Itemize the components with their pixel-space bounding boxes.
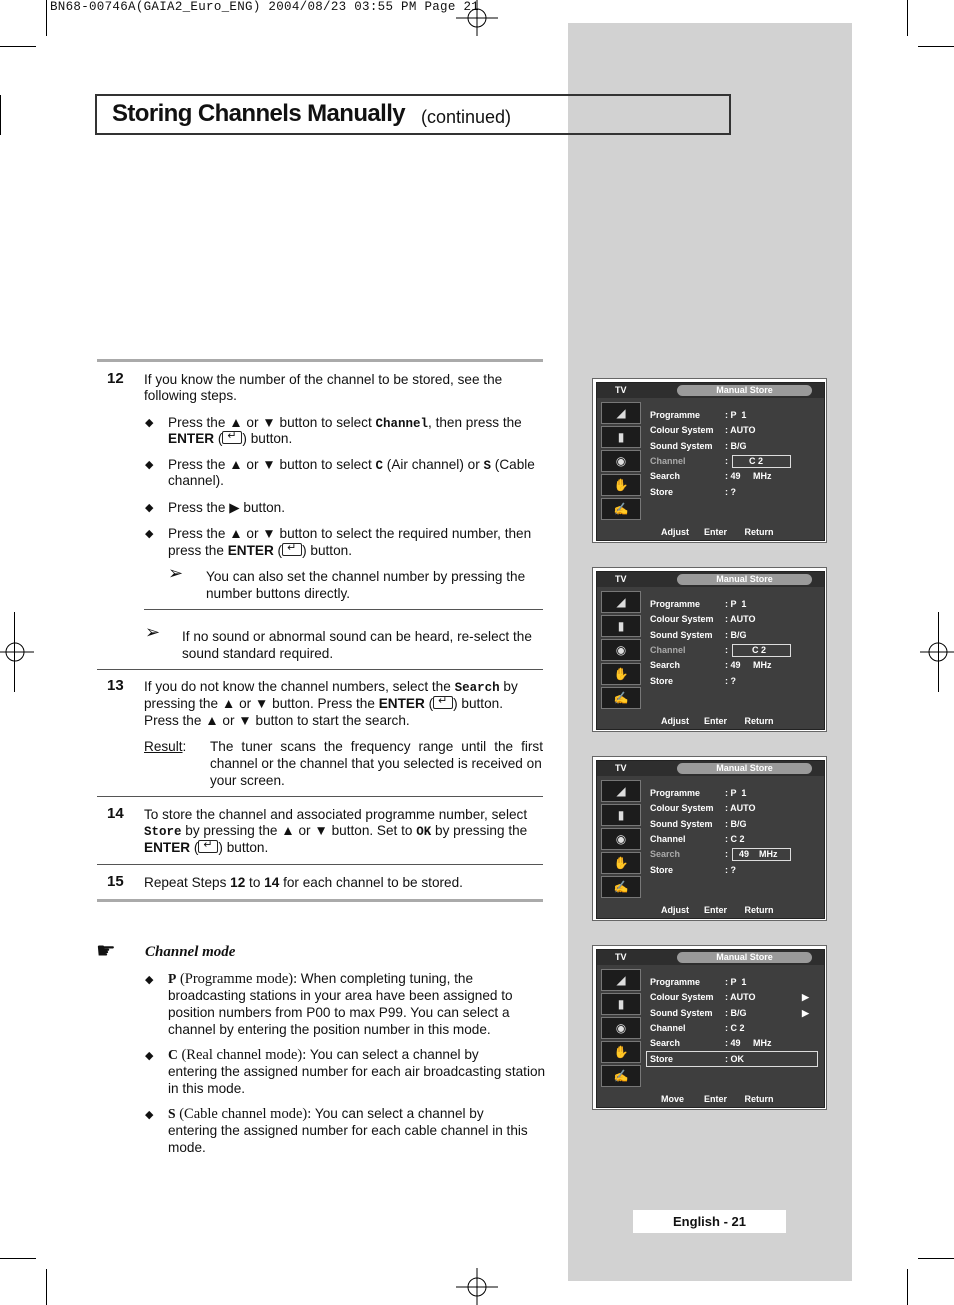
bullet-text: ENTER (↵ ) button.: [168, 430, 292, 447]
osd-value: : C 2: [725, 834, 745, 844]
osd-label: Search: [650, 660, 681, 670]
page-title-continued: (continued): [421, 107, 512, 127]
crop-mark: [918, 46, 954, 47]
osd-tv-label: TV: [615, 574, 627, 584]
osd-value: : AUTO: [725, 425, 756, 435]
step-text: Press the ▲ or ▼ button to start the search.: [144, 713, 410, 728]
osd-value: : P 1: [725, 788, 747, 798]
bullet-text: S (Cable channel mode): You can select a channel by: [168, 1106, 484, 1122]
step-text: pressing the ▲ or ▼ button. Press the ENTER (↵ ) button.: [144, 695, 503, 712]
osd-label: Sound System: [650, 441, 713, 451]
step-text: Repeat Steps 12 to 14 for each channel to be stored.: [144, 875, 463, 890]
osd-label: Colour System: [650, 803, 714, 813]
osd-value: : AUTO: [725, 614, 756, 624]
bullet-icon: ◆: [145, 1050, 154, 1062]
bullet-text: channel by entering the position number in this mode.: [168, 1022, 491, 1037]
channel-icon: ◉: [601, 639, 641, 661]
divider: [97, 669, 543, 670]
bullet-icon: ◆: [145, 1109, 154, 1121]
osd-value: : 49 MHz: [725, 471, 772, 481]
osd-label: Programme: [650, 410, 701, 420]
osd-menu-icons: [599, 778, 643, 911]
osd-tv-label: TV: [615, 385, 627, 395]
print-header: BN68-00746A(GAIA2_Euro_ENG) 2004/08/23 03:55 PM Page 21: [50, 0, 480, 14]
bullet-text: entering the assigned number for each cable channel in this: [168, 1123, 528, 1138]
osd-title: Manual Store: [716, 574, 773, 584]
osd-value: : 49 MHz: [725, 660, 772, 670]
bullet-icon: ◆: [145, 974, 154, 986]
osd-value: C 2: [749, 456, 764, 466]
osd-label: Programme: [650, 788, 701, 798]
setup-icon: ✋: [601, 474, 641, 496]
setup-icon: ✋: [601, 663, 641, 685]
note-arrow-icon: ➢: [145, 622, 161, 642]
input-icon: ✍: [601, 876, 641, 898]
osd-label: Sound System: [650, 819, 713, 829]
osd-value: : B/G: [725, 630, 747, 640]
bullet-text: Press the ▲ or ▼ button to select C (Air channel) or S (Cable: [168, 457, 535, 473]
step-number: 12: [107, 370, 124, 387]
crop-mark: [907, 1269, 908, 1305]
result-text: channel or the channel that you selected is received on: [210, 756, 542, 771]
divider: [144, 609, 543, 610]
osd-label: Search: [650, 471, 681, 481]
enter-icon: [198, 840, 218, 853]
osd-value: : B/G: [725, 441, 747, 451]
osd-footer: Adjust Enter Return: [661, 716, 774, 726]
osd-value: : OK: [725, 1054, 744, 1064]
enter-icon: [222, 431, 242, 444]
bullet-icon: ◆: [145, 417, 154, 429]
osd-label: Channel: [650, 1023, 686, 1033]
enter-icon: [282, 543, 302, 556]
picture-icon: ◢: [601, 969, 641, 991]
crop-mark: [0, 1258, 36, 1259]
osd-title: Manual Store: [716, 763, 773, 773]
step-text: To store the channel and associated programme number, select: [144, 807, 528, 822]
osd-label: Colour System: [650, 425, 714, 435]
osd-value: : ?: [725, 676, 736, 686]
osd-value: : AUTO: [725, 992, 756, 1002]
crop-mark: [46, 0, 47, 36]
crop-mark: [0, 46, 36, 47]
bullet-text: entering the assigned number for each air broadcasting station: [168, 1064, 546, 1079]
osd-menu-icons: [599, 967, 643, 1100]
osd-menu-icons: [599, 589, 643, 722]
sound-icon: ▮: [601, 615, 641, 637]
registration-mark-icon: [0, 632, 34, 672]
divider: [97, 359, 543, 362]
osd-label: Channel: [650, 456, 686, 466]
crop-mark: [0, 95, 1, 135]
crop-mark: [918, 1258, 954, 1259]
crop-mark: [907, 0, 908, 36]
bullet-text: position numbers from P00 to max P99. You can select a: [168, 1005, 510, 1020]
divider: [97, 796, 543, 797]
setup-icon: ✋: [601, 852, 641, 874]
result-label: Result:: [144, 739, 187, 754]
osd-label: Sound System: [650, 1008, 713, 1018]
osd-value: C 2: [752, 645, 767, 655]
input-icon: ✍: [601, 498, 641, 520]
bullet-text: press the ENTER (↵ ) button.: [168, 542, 352, 559]
picture-icon: ◢: [601, 591, 641, 613]
note-text: number buttons directly.: [206, 586, 351, 601]
step-text: Store by pressing the ▲ or ▼ button. Set to OK by pressing the: [144, 823, 528, 839]
step-number: 14: [107, 805, 124, 822]
osd-title: Manual Store: [716, 385, 773, 395]
section-title: Channel mode: [145, 944, 236, 960]
osd-value: : ?: [725, 487, 736, 497]
osd-value: : AUTO: [725, 803, 756, 813]
result-text: The tuner scans the frequency range until the first: [210, 739, 543, 754]
page-number: English - 21: [673, 1214, 746, 1229]
osd-footer: Adjust Enter Return: [661, 527, 774, 537]
osd-label: Colour System: [650, 614, 714, 624]
osd-value: : P 1: [725, 410, 747, 420]
enter-icon: [433, 696, 453, 709]
osd-footer: Adjust Enter Return: [661, 905, 774, 915]
osd-label: Store: [650, 865, 674, 875]
osd-value: : P 1: [725, 977, 747, 987]
arrow-right-icon: ▶: [802, 1008, 809, 1018]
osd-label: Programme: [650, 599, 701, 609]
osd-value: : ?: [725, 865, 736, 875]
osd-label: Store: [650, 487, 674, 497]
osd-value: : B/G: [725, 1008, 747, 1018]
osd-label: Programme: [650, 977, 701, 987]
step-text: ENTER (↵ ) button.: [144, 839, 268, 856]
osd-value: :: [725, 645, 728, 655]
bullet-text: Press the ▶ button.: [168, 500, 286, 515]
sound-icon: ▮: [601, 804, 641, 826]
channel-icon: ◉: [601, 450, 641, 472]
arrow-right-icon: ▶: [802, 992, 809, 1002]
osd-value: : P 1: [725, 599, 747, 609]
bullet-text: Press the ▲ or ▼ button to select Channel, then press the: [168, 415, 522, 431]
osd-label: Store: [650, 1054, 674, 1064]
osd-screen: [592, 945, 827, 1110]
osd-footer: Move Enter Return: [661, 1094, 774, 1104]
channel-icon: ◉: [601, 828, 641, 850]
note-text: sound standard required.: [182, 646, 334, 661]
osd-label: Channel: [650, 645, 686, 655]
osd-value: :: [725, 456, 728, 466]
osd-value: 49 MHz: [739, 849, 778, 859]
osd-screen: [592, 567, 827, 732]
step-number: 13: [107, 677, 124, 694]
osd-value: : B/G: [725, 819, 747, 829]
setup-icon: ✋: [601, 1041, 641, 1063]
note-text: You can also set the channel number by pressing the: [206, 569, 526, 584]
registration-mark-icon: [456, 0, 498, 36]
sound-icon: ▮: [601, 993, 641, 1015]
osd-value: :: [725, 849, 728, 859]
bullet-icon: ◆: [145, 459, 154, 471]
osd-label: Channel: [650, 834, 686, 844]
bullet-text: channel).: [168, 473, 224, 488]
channel-icon: ◉: [601, 1017, 641, 1039]
osd-label: Sound System: [650, 630, 713, 640]
bullet-icon: ◆: [145, 528, 154, 540]
osd-menu-icons: [599, 400, 643, 533]
note-arrow-icon: ➢: [168, 563, 184, 583]
step-number: 15: [107, 873, 124, 890]
bullet-text: broadcasting stations in your area have been assigned to: [168, 988, 513, 1003]
osd-screen: [592, 756, 827, 921]
bullet-text: in this mode.: [168, 1081, 246, 1096]
step-text: If you do not know the channel numbers, select the Search by: [144, 679, 518, 695]
osd-value: : 49 MHz: [725, 1038, 772, 1048]
osd-value: : C 2: [725, 1023, 745, 1033]
result-text: your screen.: [210, 773, 285, 788]
registration-mark-icon: [920, 632, 954, 672]
sound-icon: ▮: [601, 426, 641, 448]
bullet-text: P (Programme mode): When completing tuning, the: [168, 971, 474, 987]
osd-title: Manual Store: [716, 952, 773, 962]
bullet-icon: ◆: [145, 502, 154, 514]
page-title: Storing Channels Manually: [112, 100, 406, 127]
divider: [97, 864, 543, 865]
osd-label: Colour System: [650, 992, 714, 1002]
step-text: following steps.: [144, 388, 237, 403]
input-icon: ✍: [601, 1065, 641, 1087]
note-text: If no sound or abnormal sound can be heard, re-select the: [182, 629, 532, 644]
bullet-text: mode.: [168, 1140, 206, 1155]
osd-label: Search: [650, 849, 681, 859]
bullet-text: C (Real channel mode): You can select a channel by: [168, 1047, 479, 1063]
crop-mark: [46, 1269, 47, 1305]
picture-icon: ◢: [601, 402, 641, 424]
osd-tv-label: TV: [615, 952, 627, 962]
picture-icon: ◢: [601, 780, 641, 802]
step-text: If you know the number of the channel to be stored, see the: [144, 372, 503, 387]
osd-tv-label: TV: [615, 763, 627, 773]
osd-screen: [592, 378, 827, 543]
registration-mark-icon: [456, 1268, 498, 1305]
osd-label: Search: [650, 1038, 681, 1048]
osd-label: Store: [650, 676, 674, 686]
input-icon: ✍: [601, 687, 641, 709]
divider: [97, 899, 543, 902]
pointing-hand-icon: ☛: [96, 938, 116, 963]
bullet-text: Press the ▲ or ▼ button to select the required number, then: [168, 526, 532, 541]
